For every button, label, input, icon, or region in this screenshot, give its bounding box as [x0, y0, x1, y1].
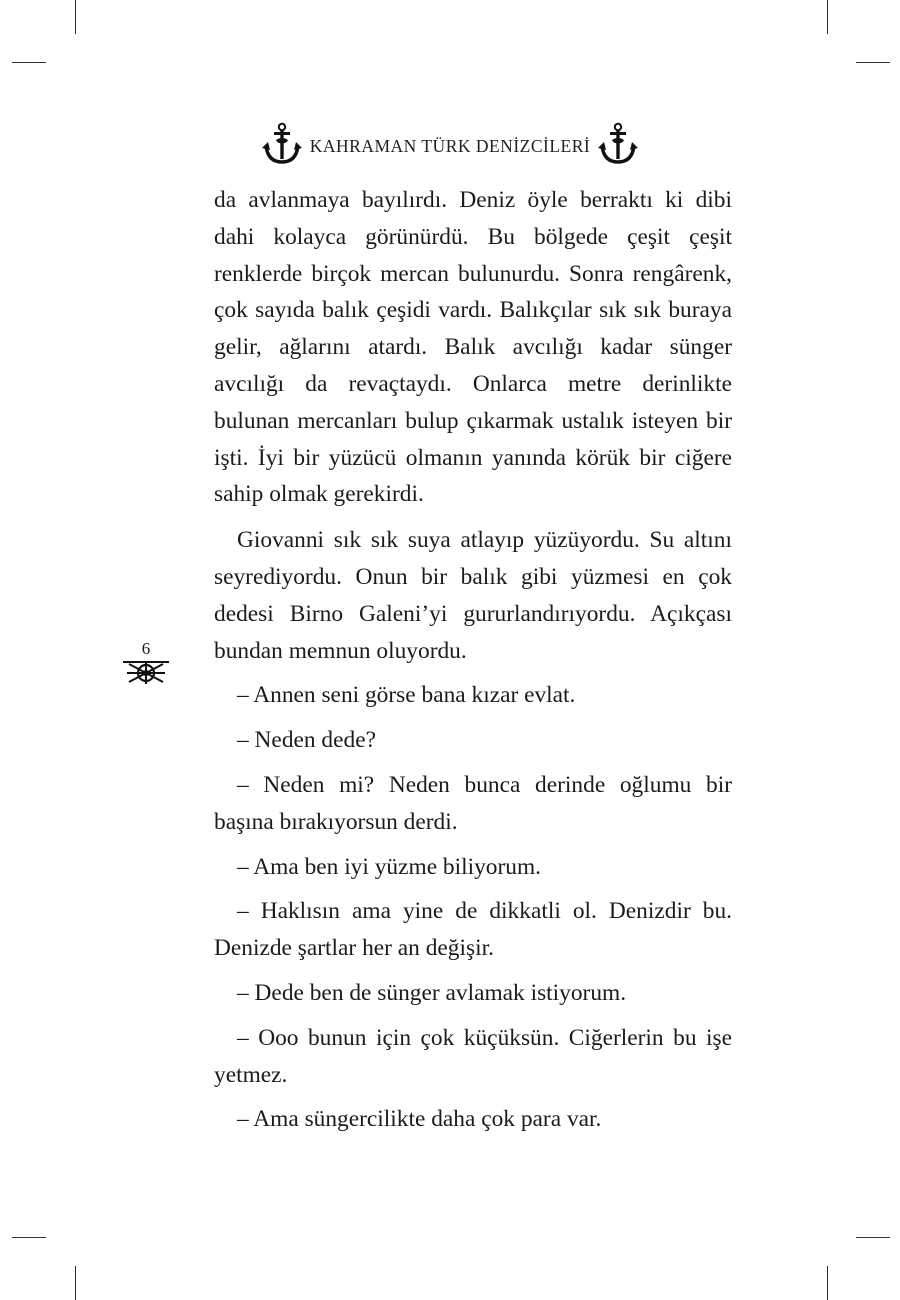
dialogue-line: – Ama ben iyi yüzme biliyorum. — [237, 853, 542, 880]
anchor-icon — [598, 122, 638, 166]
crop-mark — [856, 62, 890, 63]
page-number: 6 — [141, 639, 151, 658]
crop-mark — [856, 1237, 890, 1238]
dialogue-line: – Annen seni görse bana kızar evlat. — [237, 682, 576, 709]
dialogue-line: – Neden dede? — [237, 727, 376, 754]
page-body-text — [214, 182, 732, 1138]
anchor-icon — [262, 122, 302, 166]
page-number-block — [116, 640, 176, 684]
dialogue-line: – Ooo bunun için çok küçüksün. Ciğerlerin bu işe yetmez. — [214, 1024, 732, 1088]
crop-mark — [75, 0, 76, 34]
crop-mark — [12, 1237, 46, 1238]
running-header — [0, 118, 900, 170]
paragraph: da avlanmaya bayılırdı. Deniz öyle berraktı ki dibi dahi kolayca görünürdü. Bu bölgede çeşit çeşit renklerde birçok mercan bulunurdu. Sonra rengârenk, çok sayıda balık çeşidi vardı. Balıkçılar sık sık buraya gelir, ağlarını atardı. Balık avcılığı kadar sünger avcılığı da revaçtaydı. Onlarca metre derinlikte bulunan mercanları bulup çıkarmak ustalık isteyen bir işti. İyi bir yüzücü olmanın yanında körük bir ciğere sahip olmak gerekirdi. — [214, 187, 732, 508]
dialogue-line: – Ama süngercilikte daha çok para var. — [237, 1106, 602, 1133]
crop-mark — [827, 1266, 828, 1300]
dialogue-line: – Haklısın ama yine de dikkatli ol. Denizdir bu. Denizde şartlar her an değişir. — [214, 898, 732, 962]
dialogue-line: – Neden mi? Neden bunca derinde oğlumu bir başına bırakıyorsun derdi. — [214, 771, 732, 835]
crop-mark — [827, 0, 828, 34]
header-title: KAHRAMAN TÜRK DENİZCİLERİ — [309, 135, 591, 156]
crop-mark — [12, 62, 46, 63]
crop-mark — [75, 1266, 76, 1300]
paragraph: Giovanni sık sık suya atlayıp yüzüyordu. Su altını seyrediyordu. Onun bir balık gibi yüzmesi en çok dedesi Birno Galeni’yi gururlandırıyordu. Açıkçası bundan memnun oluyordu. — [214, 527, 732, 664]
dialogue-line: – Dede ben de sünger avlamak istiyorum. — [237, 979, 627, 1006]
ship-wheel-icon — [116, 658, 176, 684]
